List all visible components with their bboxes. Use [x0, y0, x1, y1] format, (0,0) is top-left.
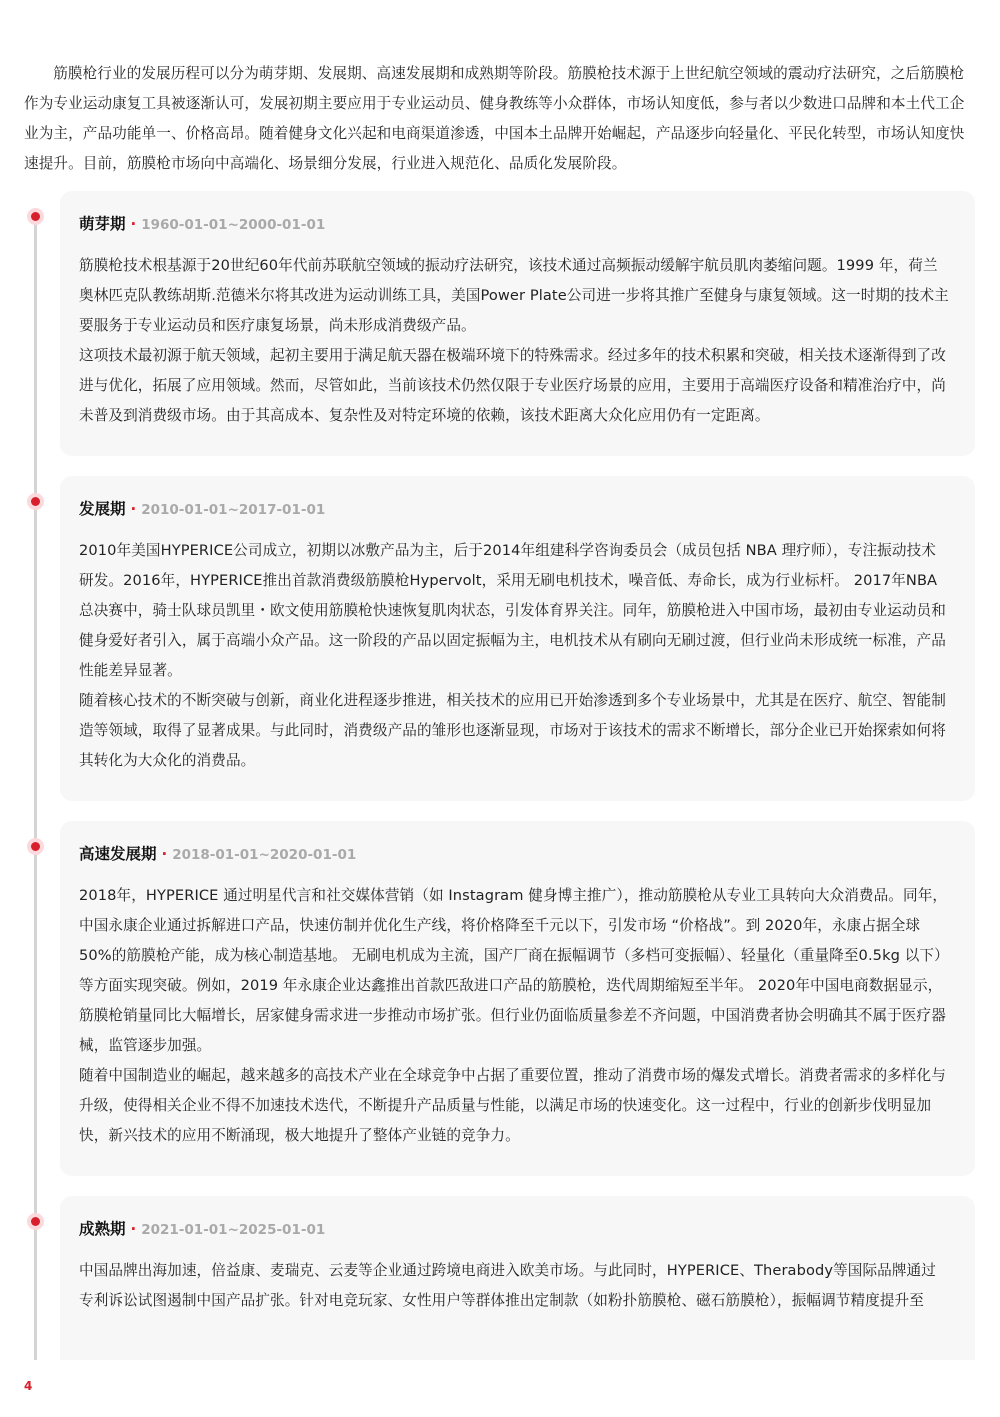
stage-header — [79, 1216, 949, 1242]
page-number: 4 — [24, 1379, 33, 1393]
stage-paragraph: 中国品牌出海加速，倍益康、麦瑞克、云麦等企业通过跨境电商进入欧美市场。与此同时，HYPERICE、Therabody等国际品牌通过专利诉讼试图遏制中国产品扩张。针对电竞玩家、女性用户等群体推出定制款（如粉扑筋膜枪、磁石筋膜枪），振幅调节精度提升至 — [79, 1262, 936, 1309]
stage-name: 成熟期 — [79, 1220, 126, 1238]
stage-date-range: 1960-01-01~2000-01-01 — [141, 217, 326, 233]
separator-dot: · — [161, 845, 168, 863]
stage-card — [60, 1196, 975, 1360]
stage-header — [79, 496, 949, 522]
stage-paragraph: 这项技术最初源于航天领域，起初主要用于满足航天器在极端环境下的特殊需求。经过多年的技术积累和突破，相关技术逐渐得到了改进与优化，拓展了应用领域。然而，尽管如此，当前该技术仍然仅限于专业医疗场景的应用，主要用于高端医疗设备和精准治疗中，尚未普及到消费级市场。由于其高成本、复杂性及对特定环境的依赖，该技术距离大众化应用仍有一定距离。 — [79, 347, 946, 424]
stage-paragraph: 随着核心技术的不断突破与创新，商业化进程逐步推进，相关技术的应用已开始渗透到多个专业场景中，尤其是在医疗、航空、智能制造等领域，取得了显著成果。与此同时，消费级产品的雏形也逐渐显现，市场对于该技术的需求不断增长，部分企业已开始探索如何将其转化为大众化的消费品。 — [79, 692, 946, 769]
stage-header — [79, 211, 949, 237]
separator-dot: · — [130, 500, 137, 518]
stage-name: 发展期 — [79, 500, 126, 518]
timeline-dot-icon — [27, 838, 44, 855]
timeline-dot-icon — [27, 208, 44, 225]
timeline-dot-icon — [27, 493, 44, 510]
intro-paragraph: 筋膜枪行业的发展历程可以分为萌芽期、发展期、高速发展期和成熟期等阶段。筋膜枪技术源于上世纪航空领域的震动疗法研究，之后筋膜枪作为专业运动康复工具被逐渐认可，发展初期主要应用于专业运动员、健身教练等小众群体，市场认知度低，参与者以少数进口品牌和本土代工企业为主，产品功能单一、价格高昂。随着健身文化兴起和电商渠道渗透，中国本土品牌开始崛起，产品逐步向轻量化、平民化转型，市场认知度快速提升。目前，筋膜枪市场向中高端化、场景细分发展，行业进入规范化、品质化发展阶段。 — [24, 65, 965, 172]
timeline-line — [34, 217, 37, 1360]
stage-name: 萌芽期 — [79, 215, 126, 233]
stage-paragraph: 筋膜枪技术根基源于20世纪60年代前苏联航空领域的振动疗法研究，该技术通过高频振动缓解宇航员肌肉萎缩问题。1999 年，荷兰奥林匹克队教练胡斯.范德米尔将其改进为运动训练工具，美国Power Plate公司进一步将其推广至健身与康复领域。这一时期的技术主要服务于专业运动员和医疗康复场景，尚未形成消费级产品。 — [79, 257, 949, 334]
stage-card — [60, 191, 975, 456]
stage-header — [79, 841, 949, 867]
stage-card — [60, 821, 975, 1176]
stage-card — [60, 476, 975, 801]
stage-date-range: 2010-01-01~2017-01-01 — [141, 502, 326, 518]
separator-dot: · — [130, 1220, 137, 1238]
stage-paragraph: 2018年，HYPERICE 通过明星代言和社交媒体营销（如 Instagram 健身博主推广），推动筋膜枪从专业工具转向大众消费品。同年，中国永康企业通过拆解进口产品，快速仿制并优化生产线，将价格降至千元以下，引发市场 “价格战”。到 2020年，永康占据全球50%的筋膜枪产能，成为核心制造基地。 无刷电机成为主流，国产厂商在振幅调节（多档可变振幅）、轻量化（重量降至0.5kg 以下）等方面实现突破。例如，2019 年永康企业达鑫推出首款匹敌进口产品的筋膜枪，迭代周期缩短至半年。 2020年中国电商数据显示，筋膜枪销量同比大幅增长，居家健身需求进一步推动市场扩张。但行业仍面临质量参差不齐问题，中国消费者协会明确其不属于医疗器械，监管逐步加强。 — [79, 887, 949, 1054]
stage-paragraph: 2010年美国HYPERICE公司成立，初期以冰敷产品为主，后于2014年组建科学咨询委员会（成员包括 NBA 理疗师），专注振动技术研发。2016年，HYPERICE推出首款消费级筋膜枪Hypervolt，采用无刷电机技术，噪音低、寿命长，成为行业标杆。 2017年NBA总决赛中，骑士队球员凯里・欧文使用筋膜枪快速恢复肌肉状态，引发体育界关注。同年，筋膜枪进入中国市场，最初由专业运动员和健身爱好者引入，属于高端小众产品。这一阶段的产品以固定振幅为主，电机技术从有刷向无刷过渡，但行业尚未形成统一标准，产品性能差异显著。 — [79, 542, 946, 679]
stage-date-range: 2021-01-01~2025-01-01 — [141, 1222, 326, 1238]
timeline-dot-icon — [27, 1213, 44, 1230]
separator-dot: · — [130, 215, 137, 233]
stage-name: 高速发展期 — [79, 845, 157, 863]
stage-date-range: 2018-01-01~2020-01-01 — [172, 847, 357, 863]
stage-paragraph: 随着中国制造业的崛起，越来越多的高技术产业在全球竞争中占据了重要位置，推动了消费市场的爆发式增长。消费者需求的多样化与升级，使得相关企业不得不加速技术迭代，不断提升产品质量与性能，以满足市场的快速变化。这一过程中，行业的创新步伐明显加快，新兴技术的应用不断涌现，极大地提升了整体产业链的竞争力。 — [79, 1067, 946, 1144]
